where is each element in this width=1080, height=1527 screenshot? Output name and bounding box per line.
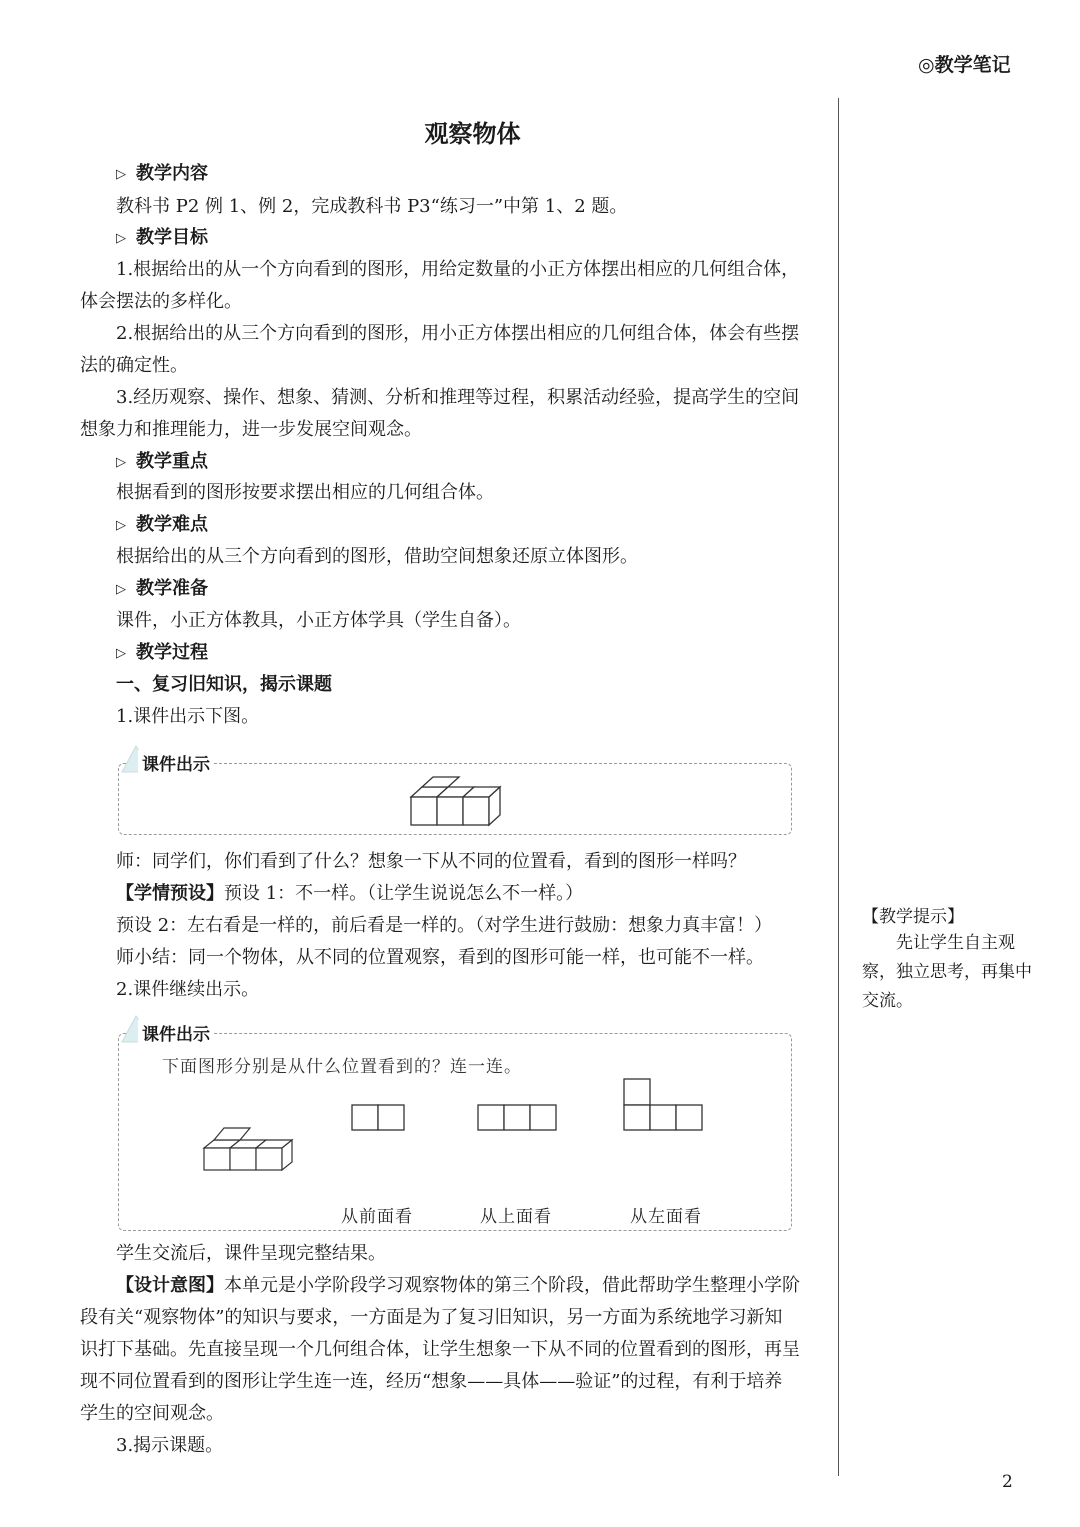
section-heading-content: ▷ 教学内容 bbox=[116, 163, 208, 184]
goal-3-line-1: 3.经历观察、操作、想象、猜测、分析和推理等过程，积累活动经验，提高学生的空间 bbox=[116, 387, 800, 408]
section-heading-key: ▷ 教学重点 bbox=[116, 451, 208, 472]
side-tip-title: 【教学提示】 bbox=[862, 907, 964, 927]
section-heading-prep: ▷ 教学准备 bbox=[116, 578, 208, 599]
goal-2-line-2: 法的确定性。 bbox=[80, 355, 188, 376]
triangle-icon: ▷ bbox=[116, 518, 126, 533]
side-tip-body: 先让学生自主观察，独立思考，再集中交流。 bbox=[862, 933, 1032, 1011]
preset-2-line: 预设 2：左右看是一样的，前后看是一样的。（对学生进行鼓励：想象力真丰富！） bbox=[116, 915, 773, 936]
view-label-top: 从上面看 bbox=[480, 1207, 552, 1227]
triangle-icon: ▷ bbox=[116, 167, 126, 182]
teacher-question: 师：同学们，你们看到了什么？想象一下从不同的位置看，看到的图形一样吗？ bbox=[116, 851, 746, 872]
matching-prompt: 下面图形分别是从什么位置看到的？连一连。 bbox=[162, 1057, 522, 1077]
triangle-icon: ▷ bbox=[116, 455, 126, 470]
design-intent-line-2: 段有关“观察物体”的知识与要求，一方面是为了复习旧知识，另一方面为系统地学习新知 bbox=[80, 1307, 783, 1328]
part-1-heading: 一、复习旧知识，揭示课题 bbox=[116, 674, 332, 695]
page-number: 2 bbox=[1002, 1472, 1013, 1492]
courseware-label-1: 课件出示 bbox=[138, 750, 214, 775]
courseware-label-2: 课件出示 bbox=[138, 1020, 214, 1045]
design-intent-line-1: 【设计意图】本单元是小学阶段学习观察物体的第三个阶段，借此帮助学生整理小学阶 bbox=[116, 1275, 800, 1296]
section-heading-goals: ▷ 教学目标 bbox=[116, 227, 208, 248]
preset-1-line: 【学情预设】预设 1：不一样。（让学生说说怎么不一样。） bbox=[116, 883, 584, 904]
goal-2-line-1: 2.根据给出的从三个方向看到的图形，用小正方体摆出相应的几何组合体，体会有些摆 bbox=[116, 323, 800, 344]
teaching-notes-label: ◎教学笔记 bbox=[918, 54, 1011, 76]
goal-1-line-2: 体会摆法的多样化。 bbox=[80, 291, 242, 312]
content-text: 教科书 P2 例 1、例 2，完成教科书 P3“练习一”中第 1、2 题。 bbox=[116, 196, 628, 217]
key-text: 根据看到的图形按要求摆出相应的几何组合体。 bbox=[116, 482, 494, 503]
teacher-summary: 师小结：同一个物体，从不同的位置观察，看到的图形可能一样，也可能不一样。 bbox=[116, 947, 764, 968]
step-1: 1.课件出示下图。 bbox=[116, 706, 260, 727]
section-heading-difficulty: ▷ 教学难点 bbox=[116, 514, 208, 535]
step-3: 3.揭示课题。 bbox=[116, 1435, 224, 1456]
after-exchange-text: 学生交流后，课件呈现完整结果。 bbox=[116, 1243, 386, 1264]
triangle-icon: ▷ bbox=[116, 231, 126, 246]
view-shape-l-shape bbox=[623, 1078, 705, 1132]
view-label-front: 从前面看 bbox=[341, 1207, 413, 1227]
prep-text: 课件，小正方体教具，小正方体学具（学生自备）。 bbox=[116, 610, 521, 631]
step-2: 2.课件继续出示。 bbox=[116, 979, 260, 1000]
goal-3-line-2: 想象力和推理能力，进一步发展空间观念。 bbox=[80, 419, 422, 440]
page-title: 观察物体 bbox=[424, 120, 521, 148]
difficulty-text: 根据给出的从三个方向看到的图形，借助空间想象还原立体图形。 bbox=[116, 546, 638, 567]
cube-assembly-figure bbox=[410, 781, 500, 829]
design-intent-line-5: 学生的空间观念。 bbox=[80, 1403, 224, 1424]
design-intent-line-3: 识打下基础。先直接呈现一个几何组合体，让学生想象一下从不同的位置看到的图形，再呈 bbox=[80, 1339, 800, 1360]
goal-1-line-1: 1.根据给出的从一个方向看到的图形，用给定数量的小正方体摆出相应的几何组合体， bbox=[116, 259, 800, 280]
triangle-icon: ▷ bbox=[116, 582, 126, 597]
margin-divider bbox=[838, 98, 839, 1476]
design-intent-line-4: 现不同位置看到的图形让学生连一连，经历“想象——具体——验证”的过程，有利于培养 bbox=[80, 1371, 783, 1392]
section-heading-process: ▷ 教学过程 bbox=[116, 642, 208, 663]
triangle-icon: ▷ bbox=[116, 646, 126, 661]
cube-assembly-small-figure bbox=[203, 1138, 293, 1172]
view-shape-three-squares bbox=[477, 1104, 557, 1132]
view-shape-two-squares bbox=[351, 1104, 405, 1132]
view-label-left: 从左面看 bbox=[630, 1207, 702, 1227]
